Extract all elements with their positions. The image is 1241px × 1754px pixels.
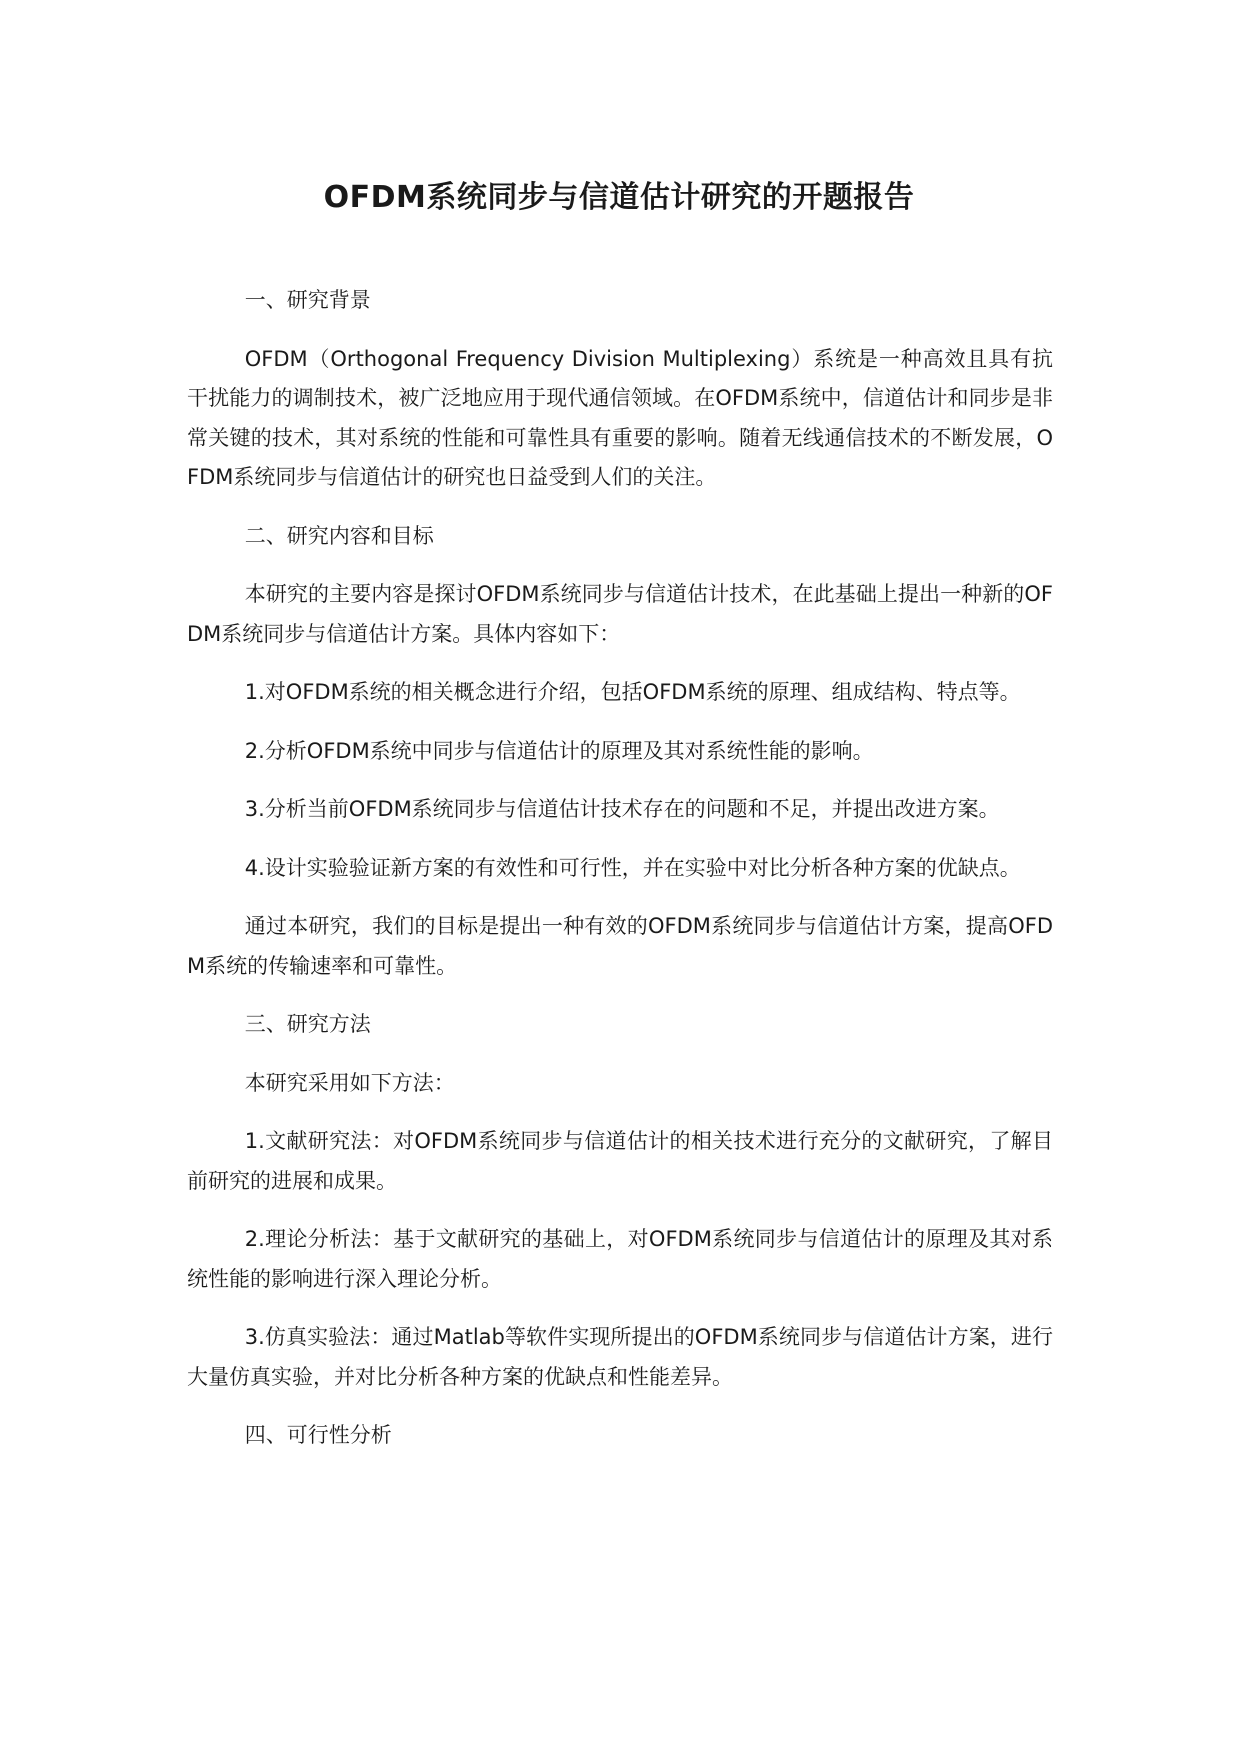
document-body xyxy=(187,281,1053,1475)
section-heading-methods: 三、研究方法 xyxy=(244,1012,371,1036)
list-item-content-3: 3.分析当前OFDM系统同步与信道估计技术存在的问题和不足，并提出改进方案。 xyxy=(244,797,1000,821)
list-item-content-1: 1.对OFDM系统的相关概念进行介绍，包括OFDM系统的原理、组成结构、特点等。 xyxy=(244,680,1021,704)
list-item-content-4: 4.设计实验验证新方案的有效性和可行性，并在实验中对比分析各种方案的优缺点。 xyxy=(244,855,1021,880)
document-title: OFDM系统同步与信道估计研究的开题报告 xyxy=(323,180,915,215)
list-item-content-2: 2.分析OFDM系统中同步与信道估计的原理及其对系统性能的影响。 xyxy=(244,738,874,763)
paragraph-content-intro: 本研究的主要内容是探讨OFDM系统同步与信道估计技术，在此基础上提出一种新的OFDM系统同步与信道估计方案。具体内容如下： xyxy=(187,582,1053,646)
paragraph-methods-intro: 本研究采用如下方法： xyxy=(244,1070,455,1095)
list-item-method-1: 1.文献研究法：对OFDM系统同步与信道估计的相关技术进行充分的文献研究，了解目前研究的进展和成果。 xyxy=(187,1129,1053,1193)
list-item-method-2: 2.理论分析法：基于文献研究的基础上，对OFDM系统同步与信道估计的原理及其对系统性能的影响进行深入理论分析。 xyxy=(187,1227,1053,1291)
paragraph-goal: 通过本研究，我们的目标是提出一种有效的OFDM系统同步与信道估计方案，提高OFDM系统的传输速率和可靠性。 xyxy=(187,914,1053,978)
section-heading-content-goals: 二、研究内容和目标 xyxy=(244,523,434,548)
section-heading-background: 一、研究背景 xyxy=(244,288,371,312)
paragraph-background: OFDM（Orthogonal Frequency Division Multiplexing）系统是一种高效且具有抗干扰能力的调制技术，被广泛地应用于现代通信领域。在OFDM系统中，信道估计和同步是非常关键的技术，其对系统的性能和可靠性具有重要的影响。随着无线通信技术的不断发展，OFDM系统同步与信道估计的研究也日益受到人们的关注。 xyxy=(187,346,1053,489)
list-item-method-3: 3.仿真实验法：通过Matlab等软件实现所提出的OFDM系统同步与信道估计方案，进行大量仿真实验，并对比分析各种方案的优缺点和性能差异。 xyxy=(187,1325,1053,1389)
section-heading-feasibility: 四、可行性分析 xyxy=(244,1423,392,1447)
